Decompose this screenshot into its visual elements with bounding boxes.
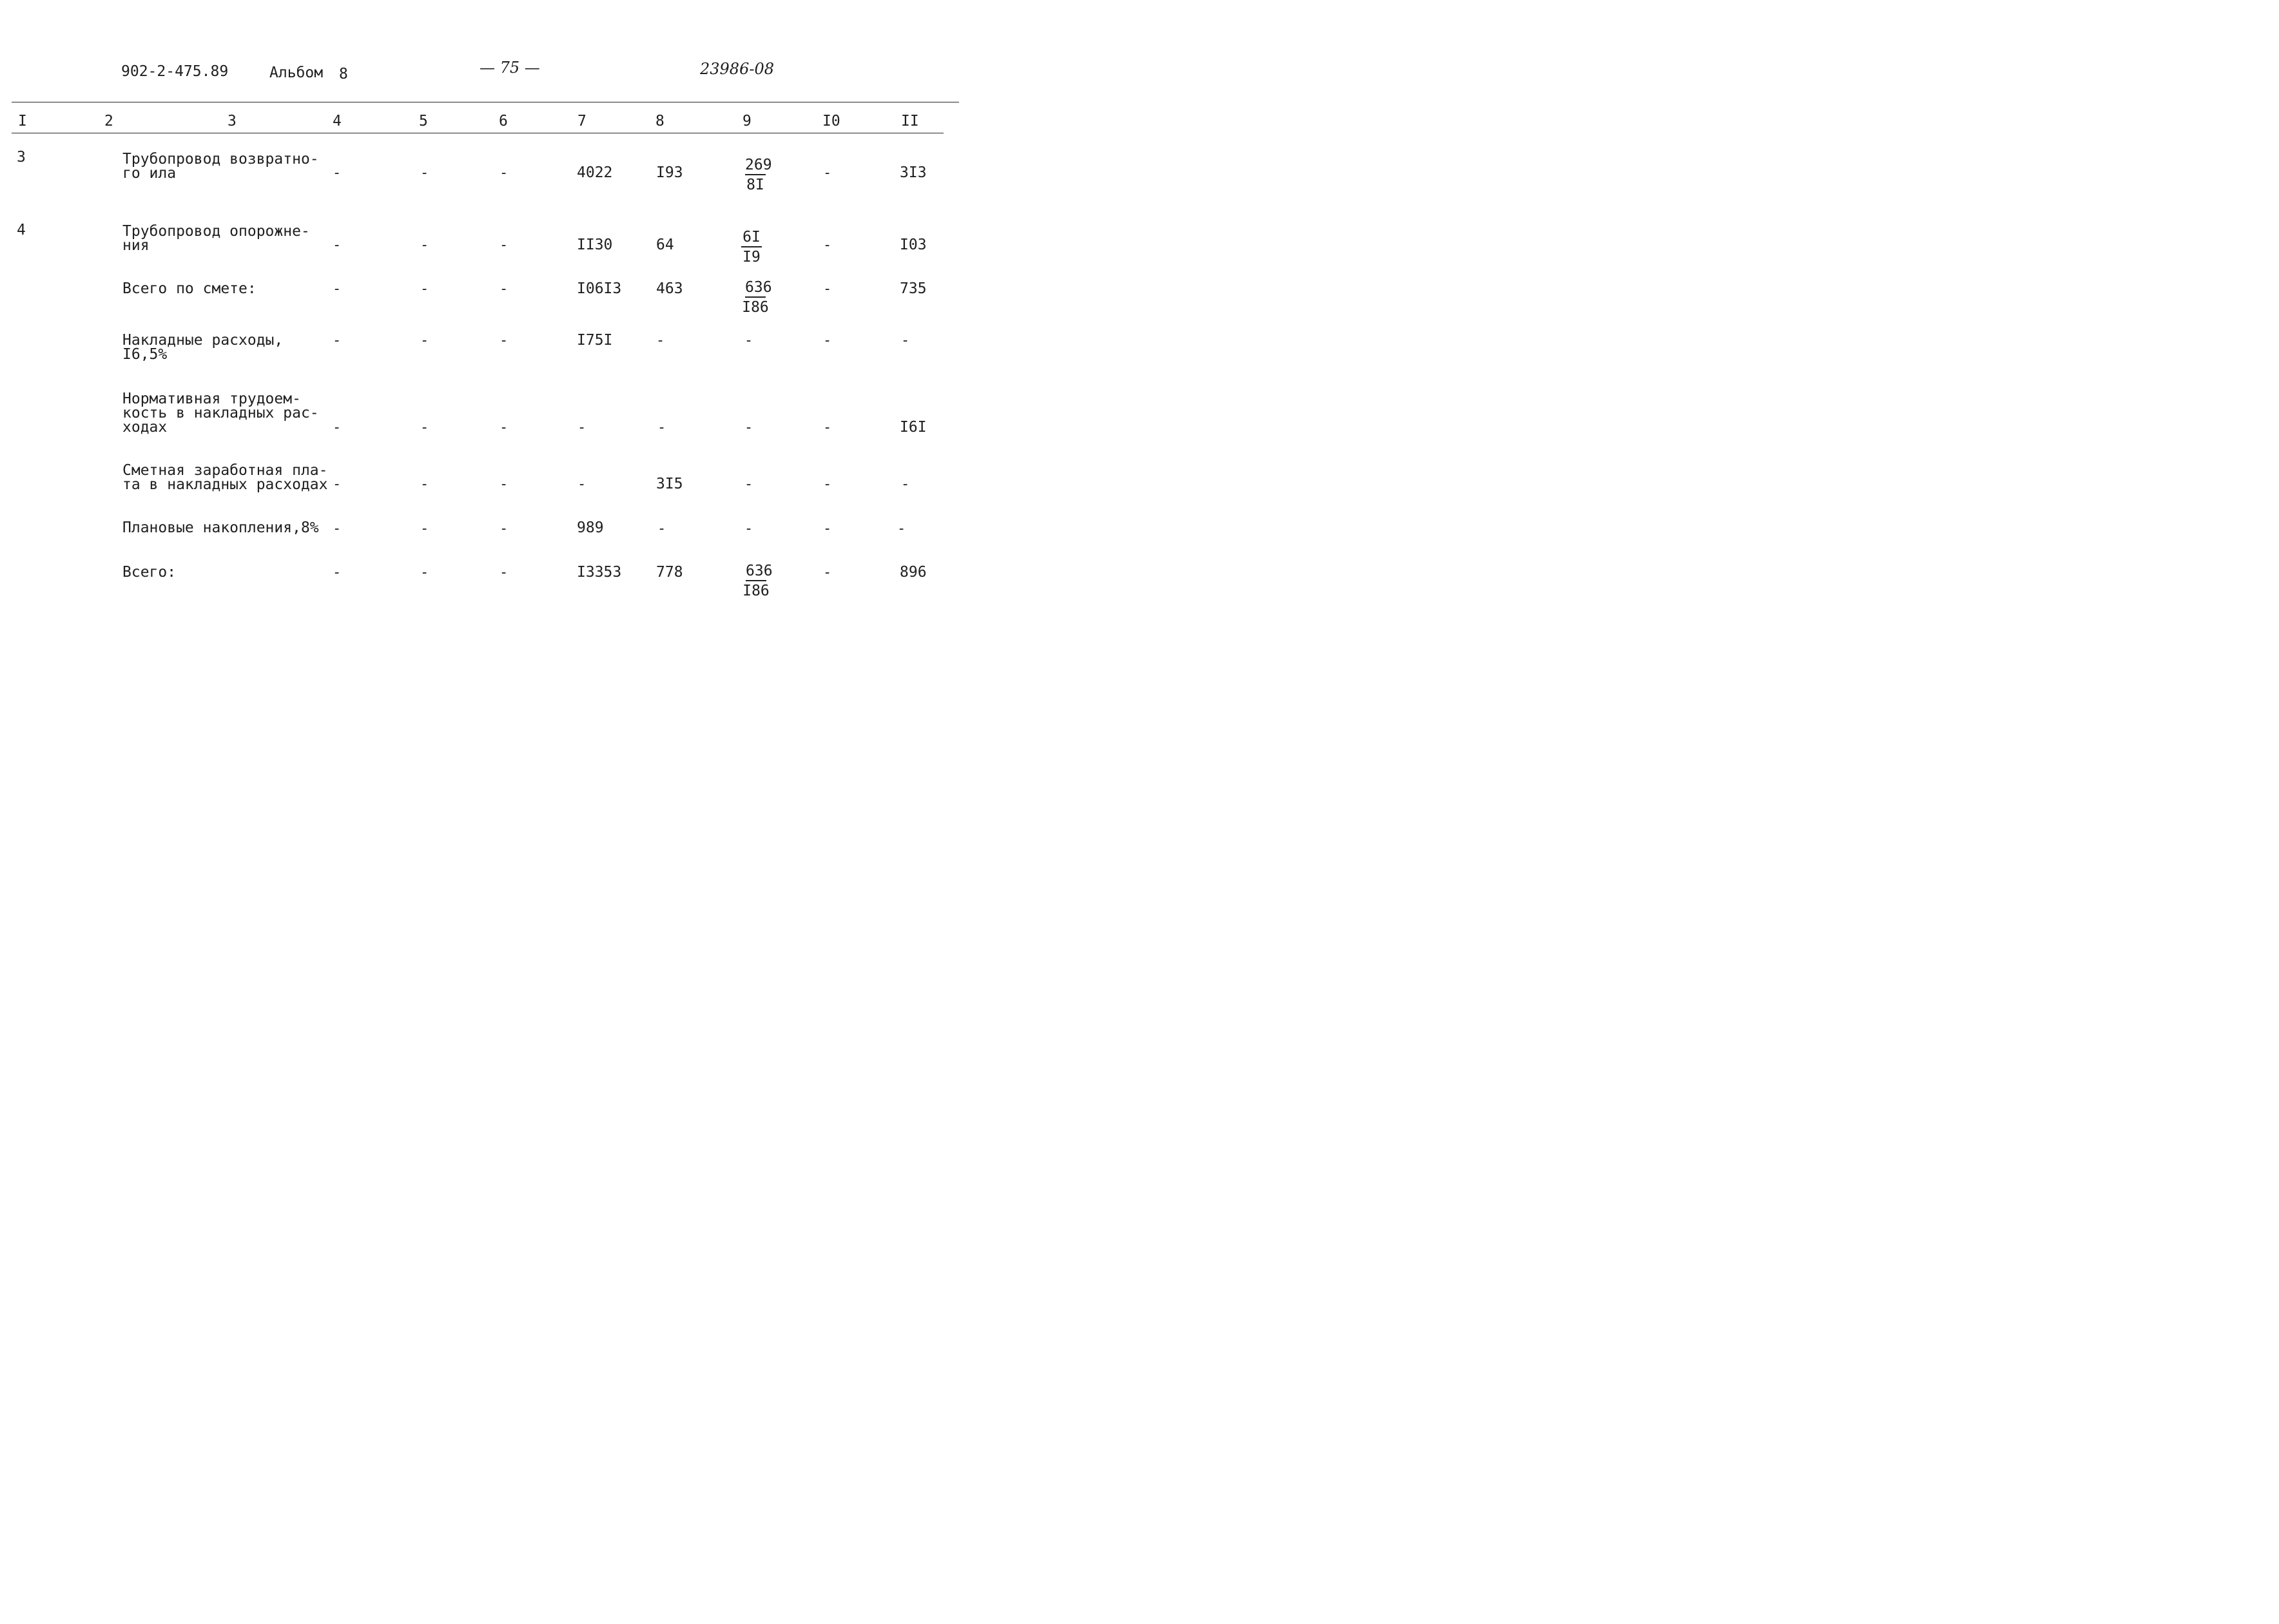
cell-col8: - <box>656 333 665 349</box>
cell-col6: - <box>499 333 509 349</box>
column-header-5: 5 <box>419 113 428 130</box>
cell-col5: - <box>420 521 429 537</box>
album-number: 8 <box>339 66 348 82</box>
cell-col11: - <box>901 476 910 492</box>
cell-col4: - <box>333 476 342 492</box>
cell-col9: - <box>744 521 753 537</box>
cell-col7: 989 <box>577 519 604 536</box>
cell-col8: 3I5 <box>656 476 683 492</box>
cell-col4: - <box>333 565 342 581</box>
cell-col6: - <box>499 521 509 537</box>
fraction-numerator: 636 <box>746 562 766 581</box>
cell-col8: I93 <box>656 164 683 181</box>
column-header-8: 8 <box>655 113 664 130</box>
row-name: Всего: <box>122 564 177 581</box>
cell-col6: - <box>499 420 509 436</box>
cell-col9: - <box>744 333 753 349</box>
cell-col10: - <box>823 420 832 436</box>
fraction-denominator: 8I <box>746 177 764 193</box>
cell-col10: - <box>823 521 832 537</box>
cell-col5: - <box>420 165 429 181</box>
column-header-11: II <box>901 113 919 130</box>
cell-col11: 3I3 <box>900 164 927 181</box>
cell-col7: - <box>577 476 587 492</box>
cell-col10: - <box>823 476 832 492</box>
column-header-7: 7 <box>577 113 587 130</box>
cell-col11: I03 <box>900 237 927 253</box>
cell-col4: - <box>333 333 342 349</box>
fraction-numerator: 269 <box>745 156 766 175</box>
cell-col8: 778 <box>656 564 683 581</box>
cell-col5: - <box>420 237 429 253</box>
fraction-numerator: 636 <box>745 278 766 298</box>
cell-col8: - <box>657 521 666 537</box>
column-header-10: I0 <box>822 113 840 130</box>
column-header-4: 4 <box>333 113 342 130</box>
page-number: — 75 — <box>480 59 540 77</box>
cell-col8: - <box>657 420 666 436</box>
cell-col5: - <box>420 420 429 436</box>
row-name: Трубопровод возвратно- го ила <box>122 151 319 182</box>
row-name: Накладные расходы, I6,5% <box>122 332 284 363</box>
cell-col6: - <box>499 165 509 181</box>
column-header-6: 6 <box>499 113 508 130</box>
cell-col10: - <box>823 333 832 349</box>
column-header-2: 2 <box>104 113 113 130</box>
row-name: Всего по смете: <box>122 280 257 297</box>
cell-col10: - <box>823 565 832 581</box>
cell-col11: - <box>901 333 910 349</box>
cell-col4: - <box>333 165 342 181</box>
row-name: Плановые накопления,8% <box>122 519 319 536</box>
cell-col4: - <box>333 521 342 537</box>
cell-col9-fraction <box>736 278 775 317</box>
album-label: Альбом <box>269 64 324 81</box>
cell-col6: - <box>499 476 509 492</box>
fraction-denominator: I9 <box>742 249 761 266</box>
cell-col11: 896 <box>900 564 927 581</box>
cell-col9-fraction <box>732 228 771 267</box>
row-name: Сметная заработная пла- та в накладных расходах <box>122 462 328 493</box>
row-number: 4 <box>17 222 26 238</box>
cell-col5: - <box>420 565 429 581</box>
cell-col8: 463 <box>656 280 683 297</box>
row-name: Нормативная трудоем- кость в накладных рас- ходах <box>122 391 319 436</box>
cell-col9-fraction <box>737 562 775 601</box>
cell-col8: 64 <box>656 237 674 253</box>
fraction-denominator: I86 <box>742 299 769 316</box>
cell-col7: I75I <box>577 332 613 349</box>
cell-col4: - <box>333 420 342 436</box>
cell-col10: - <box>823 281 832 297</box>
cell-col6: - <box>499 237 509 253</box>
column-header-1: I <box>18 113 27 130</box>
fraction-numerator: 6I <box>741 228 762 247</box>
doc-number: 23986-08 <box>700 60 774 78</box>
row-number: 3 <box>17 149 26 166</box>
column-header-9: 9 <box>742 113 752 130</box>
cell-col11: 735 <box>900 280 927 297</box>
cell-col7: 4022 <box>577 164 613 181</box>
column-header-3: 3 <box>228 113 237 130</box>
cell-col10: - <box>823 237 832 253</box>
cell-col11: - <box>897 521 906 537</box>
cell-col9: - <box>744 420 753 436</box>
cell-col10: - <box>823 165 832 181</box>
cell-col9: - <box>744 476 753 492</box>
cell-col9-fraction <box>736 156 775 195</box>
cell-col6: - <box>499 281 509 297</box>
cell-col7: I06I3 <box>577 280 622 297</box>
document-code: 902-2-475.89 <box>121 63 229 80</box>
cell-col7: II30 <box>577 237 613 253</box>
cell-col11: I6I <box>900 419 927 436</box>
row-name: Трубопровод опорожне- ния <box>122 223 310 254</box>
cell-col7: I3353 <box>577 564 622 581</box>
cell-col4: - <box>333 237 342 253</box>
cell-col5: - <box>420 333 429 349</box>
cell-col4: - <box>333 281 342 297</box>
cell-col5: - <box>420 281 429 297</box>
cell-col5: - <box>420 476 429 492</box>
fraction-denominator: I86 <box>742 583 770 599</box>
cell-col6: - <box>499 565 509 581</box>
cell-col7: - <box>577 420 587 436</box>
